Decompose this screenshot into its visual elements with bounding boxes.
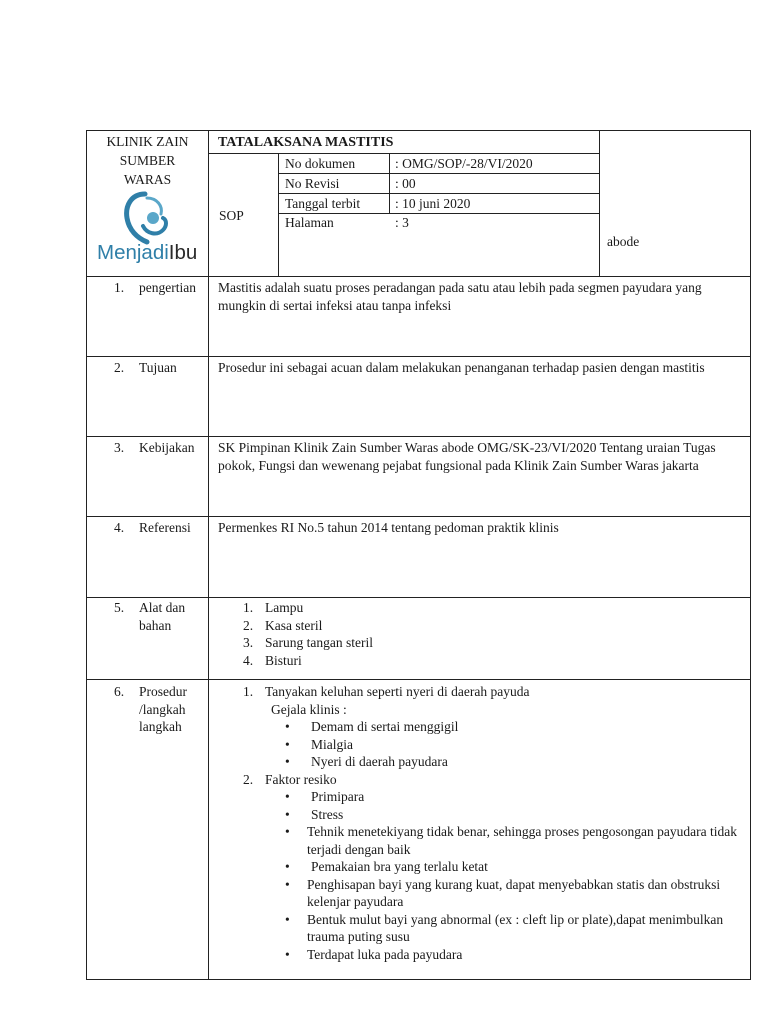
list-item: • Nyeri di daerah payudara [285, 754, 448, 769]
title-divider [208, 153, 600, 154]
logo-text-menjadi: Menjadi [97, 241, 169, 264]
list-item: • Bentuk mulut bayi yang abnormal (ex : cleft lip or plate),dapat menimbulkan trauma puting susu [285, 911, 724, 944]
right-col-divider [599, 130, 600, 276]
row-line [86, 276, 751, 277]
doc-value-no-dokumen: : OMG/SOP/-28/VI/2020 [395, 156, 533, 171]
list-item: 4. Bisturi [243, 652, 302, 668]
section-text-kebijakan: SK Pimpinan Klinik Zain Sumber Waras abode OMG/SK-23/VI/2020 Tentang uraian Tugas pokok, Fungsi dan wewenang pejabat fungsional pada Klinik Zain Sumber Waras jakarta [218, 440, 716, 473]
section-number: 1. [114, 280, 125, 295]
list-item: • Tehnik menetekiyang tidak benar, sehingga proses pengosongan payudara tidak terjadi dengan baik [285, 824, 738, 857]
right-label: abode [607, 234, 640, 249]
section-number: 6. [114, 684, 125, 699]
section-label-prosedur: Prosedur /langkah langkah [139, 684, 187, 734]
document-title: TATALAKSANA MASTITIS [218, 135, 394, 150]
list-item: • Stress [285, 806, 344, 822]
section-number: 3. [114, 440, 125, 455]
gejala-list [243, 718, 743, 771]
doc-value-halaman: : 3 [395, 215, 409, 230]
doc-label-tanggal: Tanggal terbit [285, 196, 361, 211]
faktor-list [243, 788, 743, 963]
section-text-tujuan: Prosedur ini sebagai acuan dalam melakukan penanganan terhadap pasien dengan mastitis [218, 360, 705, 375]
list-item: • Mialgia [285, 736, 353, 752]
list-item: • Primipara [285, 789, 365, 804]
doc-label-no-dokumen: No dokumen [285, 156, 356, 171]
clinic-name: KLINIK ZAIN SUMBER WARAS [106, 134, 189, 187]
list-item: • Pemakaian bra yang terlalu ketat [285, 859, 488, 874]
row-line [86, 597, 751, 598]
section-label-kebijakan: Kebijakan [139, 440, 195, 455]
list-item: 3. Sarung tangan steril [243, 635, 373, 650]
doc-label-halaman: Halaman [285, 215, 334, 230]
doc-value-no-revisi: : 00 [395, 176, 416, 191]
section-label-pengertian: pengertian [139, 280, 196, 295]
row-line [86, 679, 751, 680]
gejala-label: Gejala klinis : [271, 701, 347, 717]
section-label-referensi: Referensi [139, 520, 191, 535]
row-line [86, 516, 751, 517]
section-number: 4. [114, 520, 125, 535]
logo-wordmark [97, 241, 198, 264]
list-item: • Terdapat luka pada payudara [285, 946, 463, 962]
doc-row-line [278, 173, 600, 174]
logo-text-ibu: Ibu [168, 241, 198, 264]
prosedur-content [243, 683, 743, 963]
doc-row-line [278, 193, 600, 194]
doc-col-divider-1 [278, 153, 279, 276]
list-item: 2. Faktor resiko [243, 771, 337, 787]
list-item: 1. Lampu [243, 600, 304, 615]
alat-list [243, 599, 373, 669]
list-item: 2. Kasa steril [243, 617, 323, 633]
row-line [86, 436, 751, 437]
mother-baby-logo-icon [113, 190, 183, 246]
section-label-alat: Alat dan bahan [139, 600, 186, 633]
section-number: 2. [114, 360, 125, 375]
section-label-tujuan: Tujuan [139, 360, 177, 375]
section-text-referensi: Permenkes RI No.5 tahun 2014 tentang pedoman praktik klinis [218, 520, 559, 535]
list-item: • Penghisapan bayi yang kurang kuat, dapat menyebabkan statis dan obstruksi kelenjar payudara [285, 876, 721, 909]
table-left-divider [208, 130, 209, 980]
doc-col-divider-2 [389, 153, 390, 213]
section-number: 5. [114, 600, 125, 615]
list-item: 1. Tanyakan keluhan seperti nyeri di daerah payuda [243, 684, 530, 699]
list-item: • Demam di sertai menggigil [285, 719, 459, 734]
doc-label-no-revisi: No Revisi [285, 176, 340, 191]
sop-label: SOP [219, 208, 244, 223]
doc-value-tanggal: : 10 juni 2020 [395, 196, 471, 211]
section-text-pengertian: Mastitis adalah suatu proses peradangan pada satu atau lebih pada segmen payudara yang mungkin di sertai infeksi atau tanpa infeksi [218, 280, 702, 313]
row-line [86, 356, 751, 357]
